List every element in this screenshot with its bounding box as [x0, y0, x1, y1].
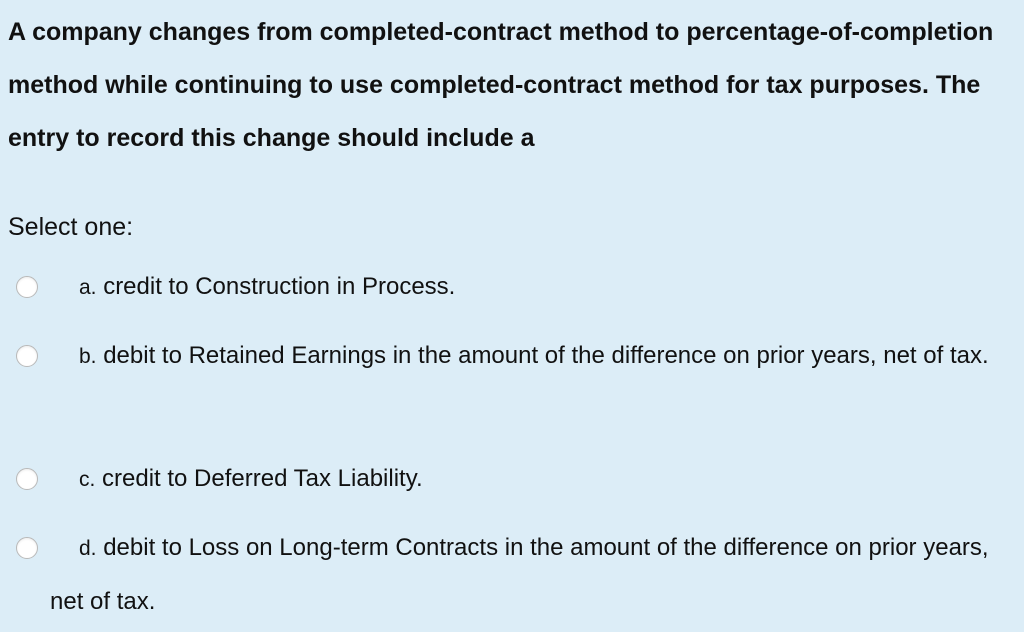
option-a-letter: a.	[79, 276, 97, 299]
option-b-letter: b.	[79, 345, 97, 368]
radio-button-c[interactable]	[16, 468, 38, 490]
radio-button-b[interactable]	[16, 345, 38, 367]
option-c-label	[16, 452, 1006, 506]
option-a-label	[16, 260, 1006, 314]
option-d-text: debit to Loss on Long-term Contracts in the amount of the difference on prior years, net of tax.	[50, 534, 989, 615]
option-d-letter: d.	[79, 537, 97, 560]
option-d-label	[16, 521, 1006, 628]
option-c-text: credit to Deferred Tax Liability.	[102, 465, 423, 492]
option-b-text: debit to Retained Earnings in the amount of the difference on prior years, net of tax.	[103, 342, 989, 369]
option-a-text: credit to Construction in Process.	[103, 273, 456, 300]
option-a[interactable]	[16, 260, 1006, 314]
question-text: A company changes from completed-contract method to percentage-of-completion method while continuing to use completed-contract method for tax purposes. The entry to record this change should include a	[8, 18, 994, 152]
option-c-letter: c.	[79, 468, 96, 491]
radio-button-d[interactable]	[16, 537, 38, 559]
option-b-label	[16, 329, 1006, 383]
select-one-label: Select one:	[8, 213, 134, 241]
option-d[interactable]	[16, 521, 1006, 628]
option-c[interactable]	[16, 452, 1006, 506]
radio-button-a[interactable]	[16, 276, 38, 298]
option-b[interactable]	[16, 329, 1006, 383]
